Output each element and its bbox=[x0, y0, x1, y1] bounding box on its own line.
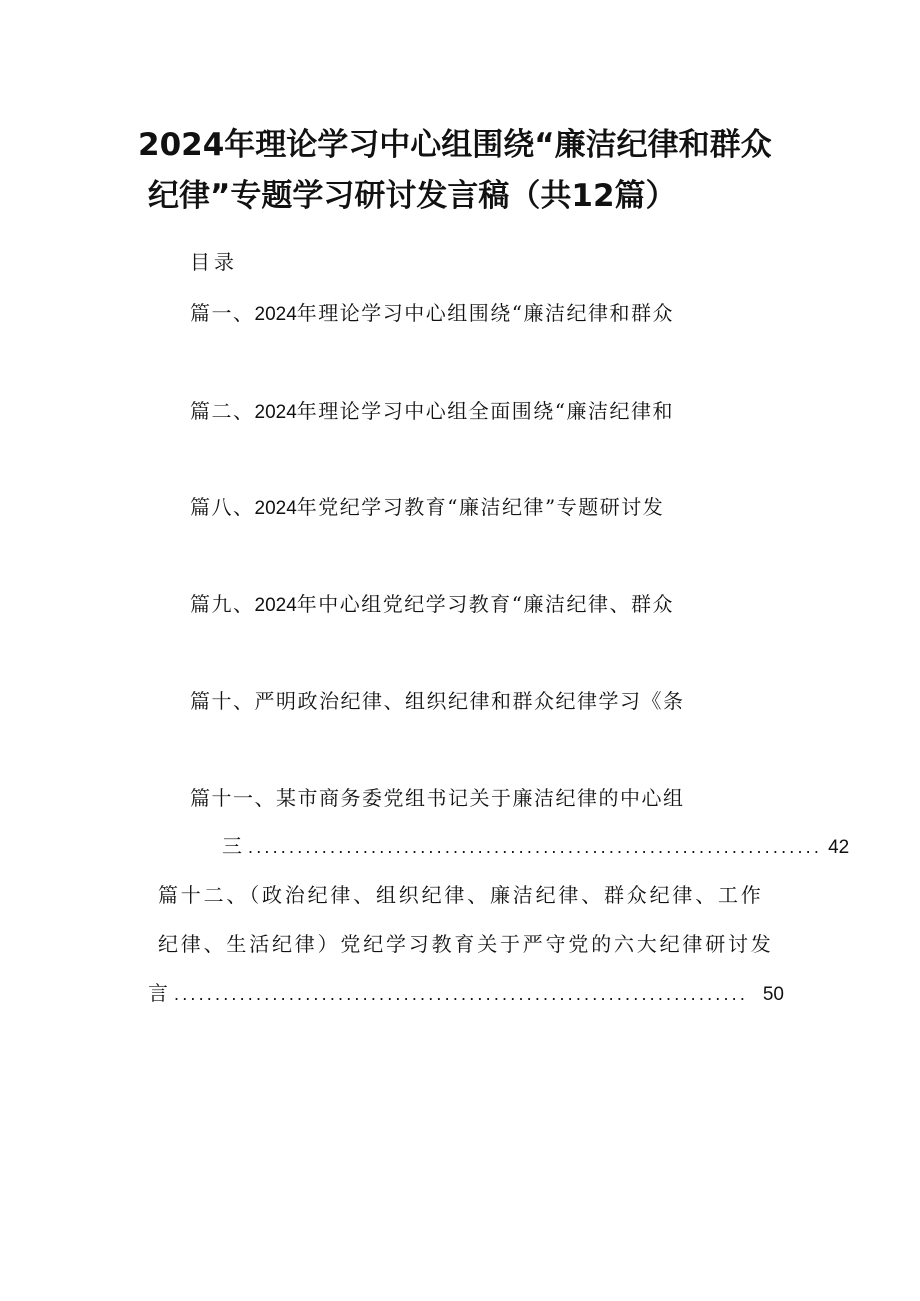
toc-entry-11-page-line[interactable] bbox=[222, 830, 850, 859]
toc-heading: 目录 bbox=[190, 250, 238, 274]
toc-entry-10[interactable] bbox=[190, 685, 685, 714]
toc-entry-8[interactable] bbox=[190, 491, 664, 520]
toc-entry-11[interactable] bbox=[190, 782, 685, 811]
page-number: 42 bbox=[828, 837, 850, 858]
toc-entry-prefix: 篇八、 bbox=[190, 495, 255, 519]
toc-entry-12[interactable]: 篇十二、（政治纪律、组织纪律、廉洁纪律、群众纪律、工作 bbox=[158, 883, 764, 907]
document-title bbox=[138, 120, 798, 222]
toc-entry-text: 年理论学习中心组全面围绕“廉洁纪律和 bbox=[296, 399, 675, 423]
toc-entry-12-page-line[interactable] bbox=[148, 977, 784, 1006]
title-line-1: 2024年理论学习中心组围绕“廉洁纪律和群众 bbox=[138, 127, 772, 163]
toc-entry-text: 年理论学习中心组围绕“廉洁纪律和群众 bbox=[296, 301, 675, 325]
toc-entry-prefix: 篇十、 bbox=[190, 689, 255, 713]
toc-entry-1[interactable] bbox=[190, 297, 674, 326]
title-line-2: 纪律”专题学习研讨发言稿（共12篇） bbox=[148, 178, 677, 214]
toc-entry-prefix: 篇一、 bbox=[190, 301, 255, 325]
toc-entry-prefix: 篇二、 bbox=[190, 399, 255, 423]
dot-leader: ...................................................................... bbox=[174, 984, 749, 1004]
toc-entry-year: 2024 bbox=[254, 402, 297, 423]
toc-entry-prefix: 篇十一、 bbox=[190, 786, 276, 810]
toc-entry-text: 某市商务委党组书记关于廉洁纪律的中心组 bbox=[276, 786, 685, 810]
toc-entry-year: 2024 bbox=[254, 304, 297, 325]
toc-entry-text: 年中心组党纪学习教育“廉洁纪律、群众 bbox=[296, 592, 675, 616]
toc-entry-year: 2024 bbox=[254, 498, 297, 519]
toc-entry-prefix: 篇九、 bbox=[190, 592, 255, 616]
toc-entry-year: 2024 bbox=[254, 595, 297, 616]
toc-entry-12-line-2: 纪律、生活纪律）党纪学习教育关于严守党的六大纪律研讨发 bbox=[158, 932, 774, 956]
toc-entry-text: 严明政治纪律、组织纪律和群众纪律学习《条 bbox=[254, 689, 685, 713]
toc-entry-text: 年党纪学习教育“廉洁纪律”专题研讨发 bbox=[296, 495, 665, 519]
toc-entry-2[interactable] bbox=[190, 395, 674, 424]
dot-leader: ...................................................................... bbox=[248, 837, 823, 857]
toc-entry-tail: 三 bbox=[222, 834, 242, 858]
toc-entry-9[interactable] bbox=[190, 588, 674, 617]
page-number: 50 bbox=[762, 984, 784, 1005]
toc-entry-tail: 言 bbox=[148, 981, 168, 1005]
